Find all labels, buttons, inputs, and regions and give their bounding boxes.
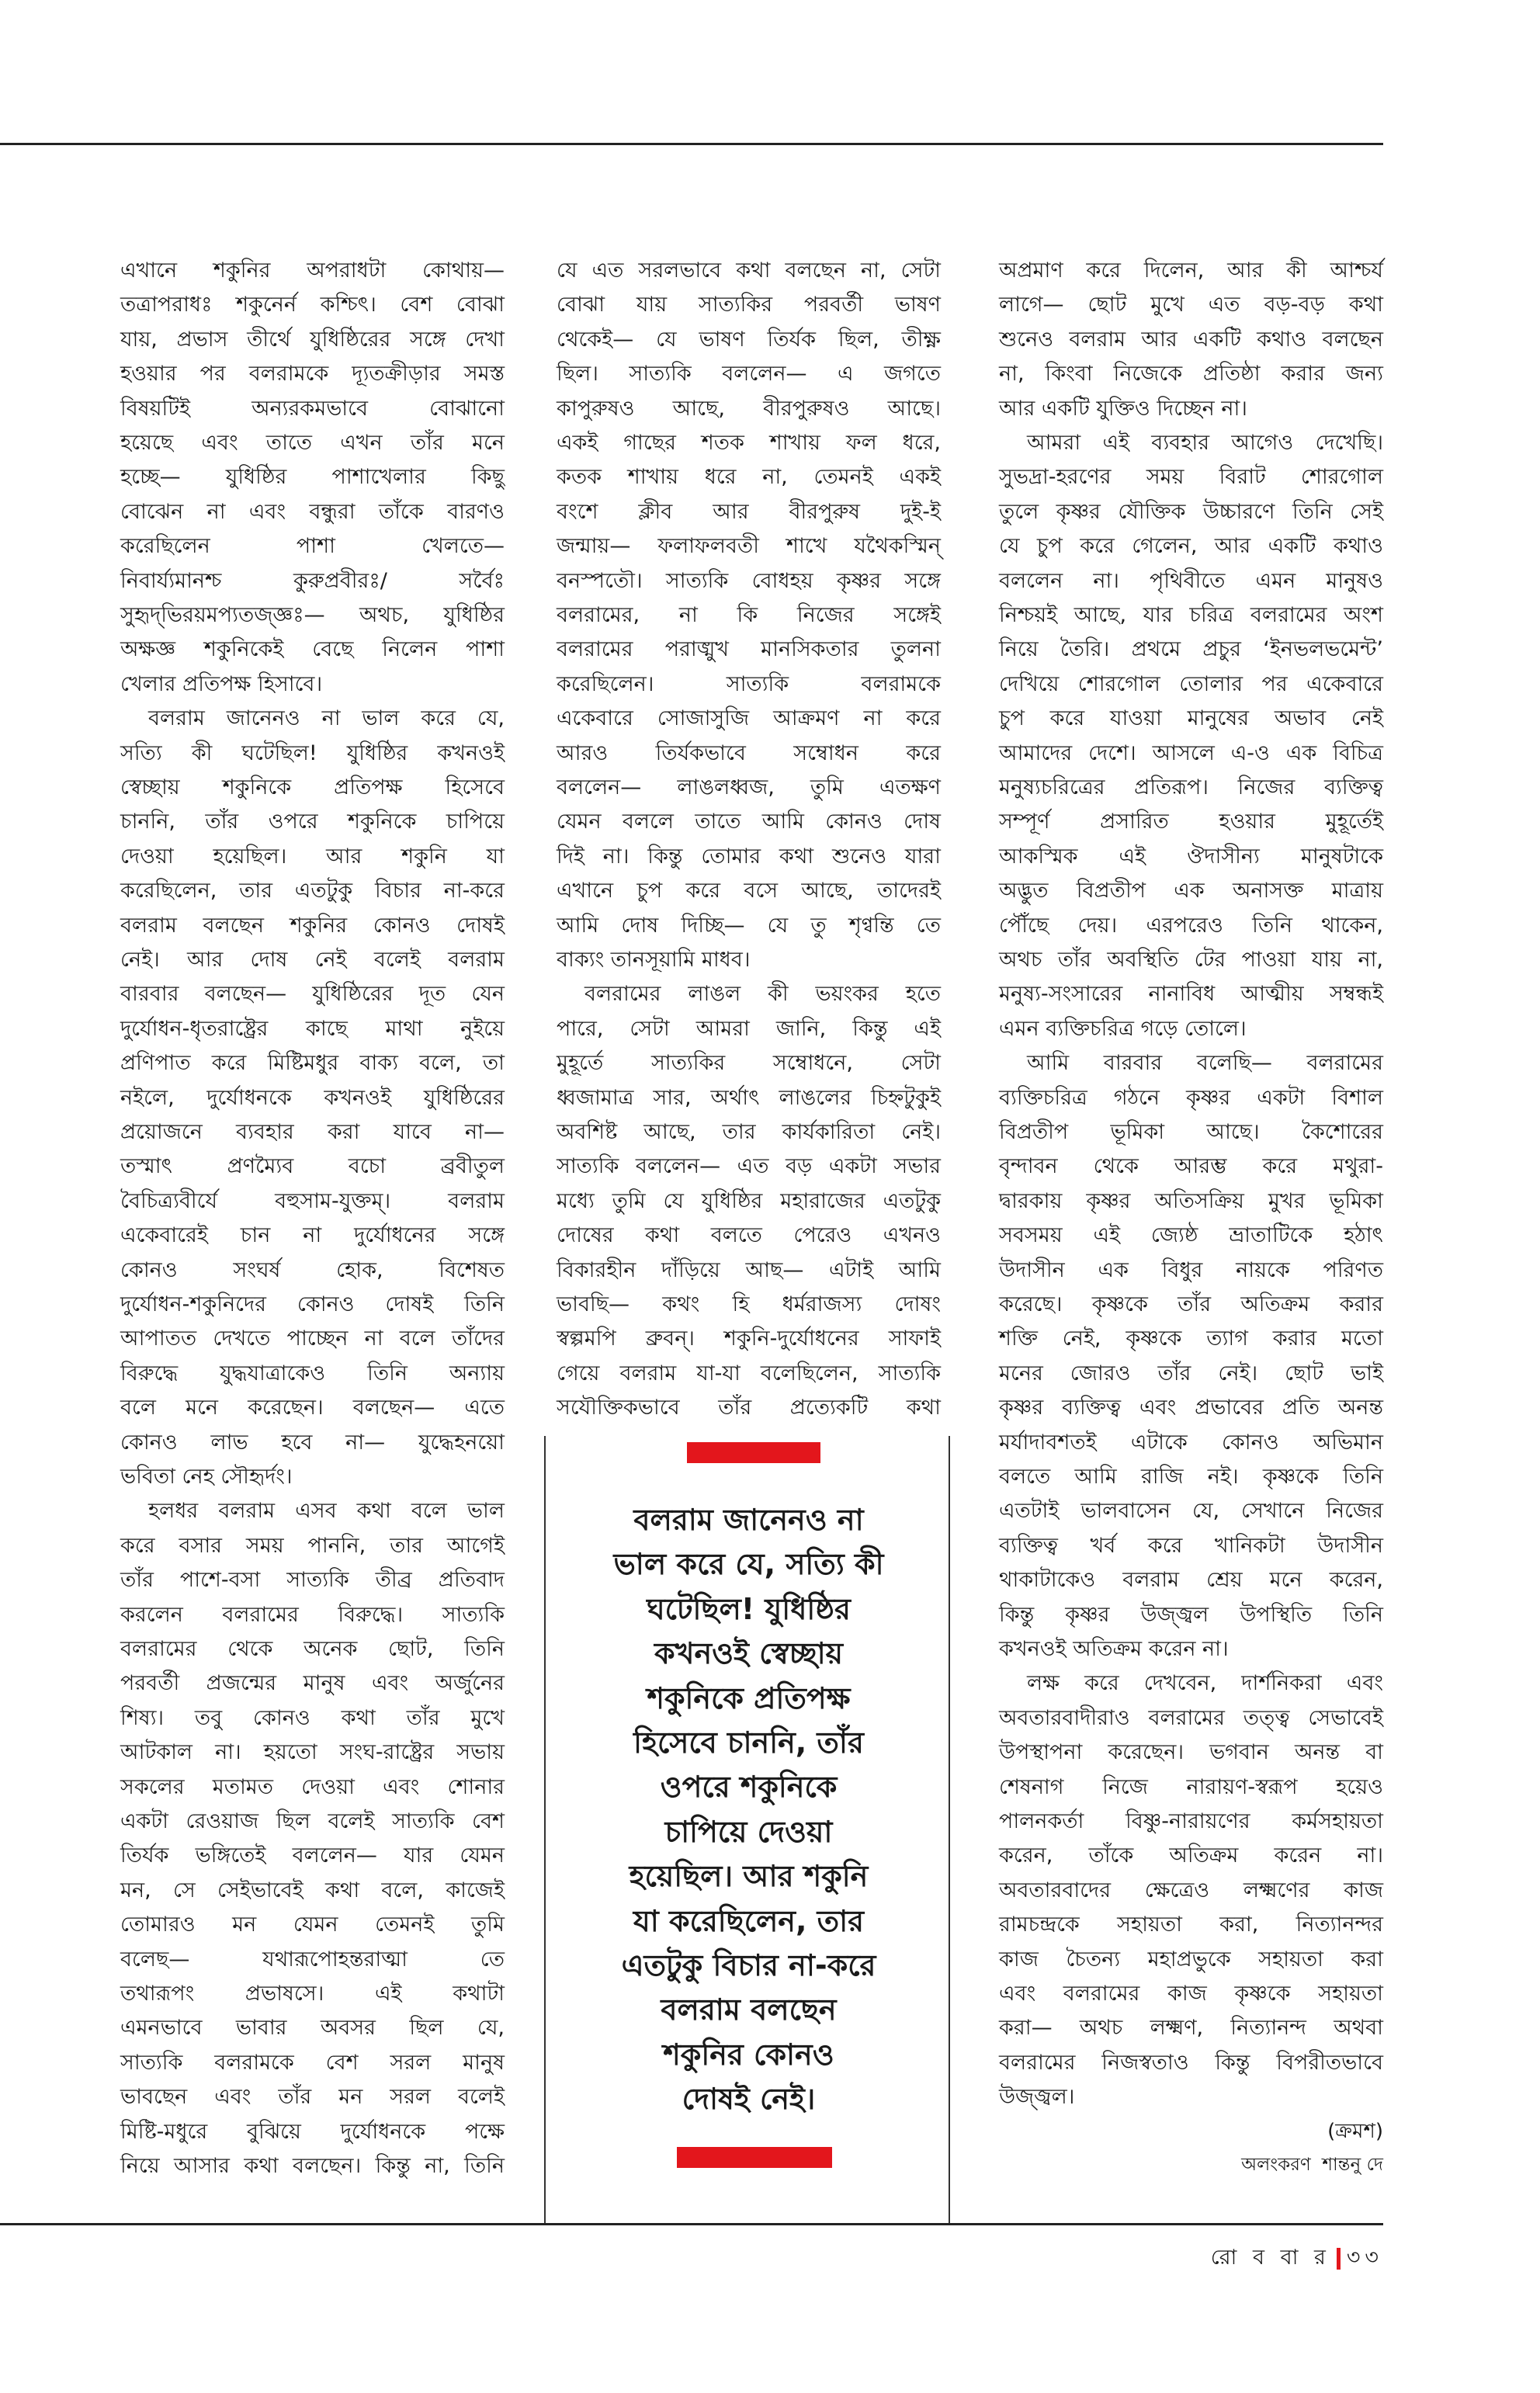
text-line: এতটাই ভালবাসেন যে, সেখানে নিজের	[999, 1499, 1383, 1524]
text-line: আরও তির্যকভাবে সম্বোধন করে	[557, 740, 941, 765]
pull-quote-line: চাপিয়ে দেওয়া	[664, 1814, 833, 1849]
text-line: তাঁর পাশে-বসা সাত্যকি তীব্র প্রতিবাদ	[120, 1568, 505, 1593]
text-line: বলতে আমি রাজি নই। কৃষ্ণকে তিনি	[999, 1465, 1383, 1489]
text-line: নিবার্য্যমানশ্চ কুরুপ্রবীরঃ/ সর্বৈঃ	[120, 568, 505, 593]
text-line: একটা রেওয়াজ ছিল বলেই সাত্যকি বেশ	[120, 1809, 505, 1833]
text-line: পরবর্তী প্রজন্মের মানুষ এবং অর্জুনের	[120, 1671, 505, 1696]
text-line: কতক শাখায় ধরে না, তেমনই একই	[557, 465, 941, 490]
text-line: একেবারেই চান না দুর্যোধনের সঙ্গে	[120, 1223, 505, 1248]
text-line: অবতারবাদীরাও বলরামের তত্ত্ব সেভাবেই	[999, 1705, 1383, 1730]
text-line: পারে, সেটা আমরা জানি, কিন্তু এই	[557, 1016, 941, 1041]
text-line: অবতারবাদের ক্ষেত্রেও লক্ষ্মণের কাজ	[999, 1878, 1383, 1902]
pull-quote-line: হিসেবে চাননি, তাঁর	[633, 1725, 864, 1760]
text-line: তত্রাপরাধঃ শকুনের্ন কশ্চিৎ। বেশ বোঝা	[120, 293, 505, 317]
text-line: বলে মনে করেছেন। বলছেন— এতে	[120, 1396, 505, 1420]
text-line: নিয়ে আসার কথা বলছেন। কিন্তু না, তিনি	[120, 2154, 505, 2178]
text-line: আটকাল না। হয়তো সংঘ-রাষ্ট্রের সভায়	[120, 1740, 505, 1765]
text-line: শক্তি নেই, কৃষ্ণকে ত্যাগ করার মতো	[999, 1327, 1383, 1351]
text-line: যায়, প্রভাস তীর্থে যুধিষ্ঠিরের সঙ্গে দেখা	[120, 327, 505, 352]
column-divider-right	[949, 1436, 950, 2223]
text-line: সযৌক্তিকভাবে তাঁর প্রত্যেকটি কথা	[557, 1396, 941, 1420]
text-line: পৌঁছে দেয়। এরপরেও তিনি থাকেন,	[999, 913, 1383, 938]
pull-quote-line: ঘটেছিল! যুধিষ্ঠির	[647, 1591, 851, 1626]
text-line: বলরামের নিজস্বতাও কিন্তু বিপরীতভাবে	[999, 2050, 1383, 2075]
text-line: তুলে কৃষ্ণর যৌক্তিক উচ্চারণে তিনি সেই	[999, 499, 1383, 524]
text-line: দেওয়া হয়েছিল। আর শকুনি যা	[120, 844, 505, 869]
pull-quote-line: ভাল করে যে, সত্যি কী	[613, 1547, 884, 1582]
text-line: যেমন বললে তাতে আমি কোনও দোষ	[557, 810, 941, 834]
text-line: ছিল। সাত্যকি বললেন— এ জগতে	[557, 362, 941, 387]
text-line: দোষের কথা বলতে পেরেও এখনও	[557, 1223, 941, 1248]
text-line: বৃন্দাবন থেকে আরম্ভ করে মথুরা-	[999, 1154, 1383, 1179]
text-line: বারবার বলছেন— যুধিষ্ঠিরের দূত যেন	[120, 982, 505, 1007]
text-line: কিন্তু কৃষ্ণর উজ্জ্বল উপস্থিতি তিনি	[999, 1602, 1383, 1627]
text-line: প্রয়োজনে ব্যবহার করা যাবে না—	[120, 1120, 505, 1144]
text-line: সাত্যকি বলরামকে বেশ সরল মানুষ	[120, 2050, 505, 2075]
text-line: চুপ করে যাওয়া মানুষের অভাব নেই	[999, 706, 1383, 731]
text-line: নইলে, দুর্যোধনকে কখনওই যুধিষ্ঠিরের	[120, 1085, 505, 1110]
column-divider-left	[544, 1436, 546, 2223]
text-line: বলরামের লাঙল কী ভয়ংকর হতে	[584, 982, 941, 1007]
text-line: তস্মাৎ প্রণম্যৈব বচো ব্রবীতুল	[120, 1154, 505, 1179]
pull-quote-bottom-bar	[677, 2147, 832, 2168]
text-line: কাপুরুষও আছে, বীরপুরুষও আছে।	[557, 396, 941, 421]
pull-quote-line: বলরাম জানেনও না	[633, 1503, 864, 1537]
text-line: করা— অথচ লক্ষ্মণ, নিত্যানন্দ অথবা	[999, 2016, 1383, 2041]
text-line: একেবারে সোজাসুজি আক্রমণ না করে	[557, 706, 941, 731]
text-line: বাক্যং তানসূয়ামি মাধব।	[557, 948, 751, 972]
text-line: ধ্বজামাত্র সার, অর্থাৎ লাঙলের চিহ্নটুকুই	[557, 1085, 941, 1110]
text-line: করেছিলেন, তার এতটুকু বিচার না-করে	[120, 879, 505, 903]
text-line: দুর্যোধন-ধৃতরাষ্ট্রের কাছে মাথা নুইয়ে	[120, 1016, 505, 1041]
text-line: কোনও সংঘর্ষ হোক, বিশেষত	[120, 1257, 505, 1282]
pull-quote-line: বলরাম বলছেন	[661, 1992, 837, 2027]
text-line: বিপ্রতীপ ভূমিকা আছে। কৈশোরের	[999, 1120, 1383, 1144]
text-line: না, কিংবা নিজেকে প্রতিষ্ঠা করার জন্য	[999, 362, 1383, 387]
text-line: হয়েছে এবং তাতে এখন তাঁর মনে	[120, 431, 505, 455]
text-line: অদ্ভুত বিপ্রতীপ এক অনাসক্ত মাত্রায়	[999, 879, 1383, 903]
text-line: ভাবছি— কথং হি ধর্মরাজস্য দোষং	[557, 1292, 941, 1316]
text-line: সম্পূর্ণ প্রসারিত হওয়ার মুহূর্তেই	[999, 810, 1383, 834]
text-line: যে এত সরলভাবে কথা বলছেন না, সেটা	[557, 258, 941, 283]
text-line: উপস্থাপনা করেছেন। ভগবান অনন্ত বা	[999, 1740, 1383, 1765]
text-line: শুনেও বলরাম আর একটি কথাও বলছেন	[999, 327, 1383, 352]
pull-quote-line: হয়েছিল। আর শকুনি	[629, 1859, 869, 1894]
text-line: বলরামের, না কি নিজের সঙ্গেই	[557, 603, 941, 627]
illustration-credit: অলংকরণ শান্তনু দে	[1241, 2155, 1383, 2175]
text-line: তির্যক ভঙ্গিতেই বললেন— যার যেমন	[120, 1843, 505, 1868]
text-line: মন, সে সেইভাবেই কথা বলে, কাজেই	[120, 1878, 505, 1902]
text-line: মিষ্টি-মধুরে বুঝিয়ে দুর্যোধনকে পক্ষে	[120, 2119, 505, 2144]
page-footer	[1211, 2242, 1383, 2277]
text-line: উদাসীন এক বিধুর নায়কে পরিণত	[999, 1257, 1383, 1282]
text-line: মর্যাদাবশতই এটাকে কোনও অভিমান	[999, 1430, 1383, 1455]
text-line: সকলের মতামত দেওয়া এবং শোনার	[120, 1774, 505, 1799]
text-line: মুহূর্তে সাত্যকির সম্বোধনে, সেটা	[557, 1051, 941, 1076]
text-line: বিকারহীন দাঁড়িয়ে আছ— এটাই আমি	[557, 1257, 941, 1282]
pull-quote-line: কখনওই স্বেচ্ছায়	[654, 1636, 844, 1671]
text-line: নিয়ে তৈরি। প্রথমে প্রচুর ‘ইনভলভমেন্ট’	[999, 637, 1383, 662]
text-line: করলেন বলরামের বিরুদ্ধে। সাত্যকি	[120, 1602, 505, 1627]
text-line: সবসময় এই জ্যেষ্ঠ ভ্রাতাটিকে হঠাৎ	[999, 1223, 1383, 1248]
text-line: উজ্জ্বল।	[999, 2085, 1075, 2110]
text-line: ব্যক্তিচরিত্র গঠনে কৃষ্ণর একটা বিশাল	[999, 1085, 1383, 1110]
text-line: আমরা এই ব্যবহার আগেও দেখেছি।	[1027, 431, 1383, 455]
text-line: কখনওই অতিক্রম করেন না।	[999, 1637, 1229, 1661]
text-line: মধ্যে তুমি যে যুধিষ্ঠির মহারাজের এতটুকু	[557, 1188, 941, 1213]
text-line: ভাবছেন এবং তাঁর মন সরল বলেই	[120, 2085, 505, 2110]
top-rule	[0, 143, 1383, 145]
text-line: বোঝা যায় সাত্যকির পরবর্তী ভাষণ	[557, 293, 941, 317]
text-line: শেষনাগ নিজে নারায়ণ-স্বরূপ হয়েও	[999, 1774, 1383, 1799]
text-line: বলরাম বলছেন শকুনির কোনও দোষই	[120, 913, 505, 938]
text-line: হচ্ছে— যুধিষ্ঠির পাশাখেলার কিছু	[120, 465, 505, 490]
text-line: করে বসার সময় পাননি, তার আগেই	[120, 1533, 505, 1558]
text-line: এখানে চুপ করে বসে আছে, তাদেরই	[557, 879, 941, 903]
text-line: লাগে— ছোট মুখে এত বড়-বড় কথা	[999, 293, 1383, 317]
text-line: লক্ষ করে দেখবেন, দার্শনিকরা এবং	[1027, 1671, 1383, 1696]
text-line: এখানে শকুনির অপরাধটা কোথায়—	[120, 258, 505, 283]
pull-quote-line: শকুনিকে প্রতিপক্ষ	[647, 1680, 851, 1715]
text-line: দেখিয়ে শোরগোল তোলার পর একেবারে	[999, 671, 1383, 696]
text-line: একই গাছের শতক শাখায় ফল ধরে,	[557, 431, 941, 455]
text-line: নিশ্চয়ই আছে, যার চরিত্র বলরামের অংশ	[999, 603, 1383, 627]
text-line: আকস্মিক এই ঔদাসীন্য মানুষটাকে	[999, 844, 1383, 869]
bottom-rule	[0, 2223, 1383, 2225]
text-line: সত্যি কী ঘটেছিল! যুধিষ্ঠির কখনওই	[120, 740, 505, 765]
text-line: খেলার প্রতিপক্ষ হিসাবে।	[120, 671, 323, 696]
text-line: কৃষ্ণর ব্যক্তিত্ব এবং প্রভাবের প্রতি অনন্ত	[999, 1396, 1383, 1420]
text-line: কাজ চৈতন্য মহাপ্রভুকে সহায়তা করা	[999, 1947, 1383, 1972]
magazine-name: রো ব বা র	[1210, 2246, 1330, 2270]
text-line: দ্বারকায় কৃষ্ণর অতিসক্রিয় মুখর ভূমিকা	[999, 1188, 1383, 1213]
text-line: করেছিলেন। সাত্যকি বলরামকে	[557, 671, 941, 696]
text-line: করেছিলেন পাশা খেলতে—	[120, 534, 505, 559]
text-line: আর একটি যুক্তিও দিচ্ছেন না।	[999, 396, 1247, 421]
text-line: অবশিষ্ট আছে, তার কার্যকারিতা নেই।	[557, 1120, 941, 1144]
text-line: বনস্পতৌ। সাত্যকি বোধহয় কৃষ্ণর সঙ্গে	[557, 568, 941, 593]
text-line: এমনভাবে ভাবার অবসর ছিল যে,	[120, 2016, 505, 2041]
pull-quote-line: ওপরে শকুনিকে	[660, 1770, 838, 1805]
text-line: বললেন না। পৃথিবীতে এমন মানুষও	[999, 568, 1383, 593]
text-line: এবং বলরামের কাজ কৃষ্ণকে সহায়তা	[999, 1982, 1383, 2006]
text-line: দুর্যোধন-শকুনিদের কোনও দোষই তিনি	[120, 1292, 505, 1316]
text-line: পালনকর্তা বিষ্ণু-নারায়ণের কর্মসহায়তা	[999, 1809, 1383, 1833]
text-line: মনুষ্যচরিত্রের প্রতিরূপ। নিজের ব্যক্তিত্ব	[999, 775, 1383, 799]
text-line: করেন, তাঁকে অতিক্রম করেন না।	[999, 1843, 1383, 1868]
text-line: গেয়ে বলরাম যা-যা বলেছিলেন, সাত্যকি	[557, 1361, 941, 1386]
text-line: বৈচিত্র্যবীর্যে বহুসাম-যুক্তম্‌। বলরাম	[120, 1188, 505, 1213]
text-line: সুহৃদ্‌ভিরয়মপ্যতজ্জ্ঞঃ— অথচ, যুধিষ্ঠির	[120, 603, 505, 627]
text-line: আমাদের দেশে। আসলে এ-ও এক বিচিত্র	[999, 740, 1383, 765]
text-line: আমি দোষ দিচ্ছি— যে তু শৃণ্বন্তি তে	[557, 913, 941, 938]
text-line: যে চুপ করে গেলেন, আর একটি কথাও	[999, 534, 1383, 559]
text-line: প্রণিপাত করে মিষ্টিমধুর বাক্য বলে, তা	[120, 1051, 505, 1076]
text-line: মনের জোরও তাঁর নেই। ছোট ভাই	[999, 1361, 1383, 1386]
text-line: অক্ষজ্ঞ শকুনিকেই বেছে নিলেন পাশা	[120, 637, 505, 662]
text-line: বললেন— লাঙলধ্বজ, তুমি এতক্ষণ	[557, 775, 941, 799]
text-line: এমন ব্যক্তিচরিত্র গড়ে তোলে।	[999, 1016, 1247, 1041]
text-line: নেই। আর দোষ নেই বলেই বলরাম	[120, 948, 505, 972]
text-line: সুভদ্রা-হরণের সময় বিরাট শোরগোল	[999, 465, 1383, 490]
text-line: বলরামের থেকে অনেক ছোট, তিনি	[120, 1637, 505, 1661]
text-line: তোমারও মন যেমন তেমনই তুমি	[120, 1913, 505, 1937]
text-line: ভবিতা নেহ সৌহৃর্দং।	[120, 1465, 293, 1489]
text-line: হলধর বলরাম এসব কথা বলে ভাল	[148, 1499, 505, 1524]
page-number: ৩৩	[1346, 2246, 1383, 2270]
pull-quote-line: এতটুকু বিচার না-করে	[621, 1948, 876, 1982]
text-line: অপ্রমাণ করে দিলেন, আর কী আশ্চর্য	[999, 258, 1383, 283]
text-line: স্বল্পমপি ব্রুবন্‌। শকুনি-দুর্যোধনের সাফাই	[557, 1327, 941, 1351]
text-line: অথচ তাঁর অবস্থিতি টের পাওয়া যায় না,	[999, 948, 1383, 972]
text-line: বিরুদ্ধে যুদ্ধযাত্রাকেও তিনি অন্যায়	[120, 1361, 505, 1386]
text-line: তথারূপং প্রভাষসে। এই কথাটা	[120, 1982, 505, 2006]
pull-quote-line: যা করেছিলেন, তার	[633, 1903, 865, 1938]
text-line: বংশে ক্লীব আর বীরপুরুষ দুই-ই	[557, 499, 941, 524]
pull-quote-top-bar	[687, 1442, 820, 1463]
text-line: রামচন্দ্রকে সহায়তা করা, নিত্যানন্দর	[999, 1913, 1383, 1937]
text-line: থেকেই— যে ভাষণ তির্যক ছিল, তীক্ষ্ণ	[557, 327, 941, 352]
text-line: বলরাম জানেনও না ভাল করে যে,	[148, 706, 505, 731]
continued-note: (ক্রমশ)	[1327, 2120, 1383, 2143]
text-line: শিষ্য। তবু কোনও কথা তাঁর মুখে	[120, 1705, 505, 1730]
text-line: বোঝেন না এবং বন্ধুরা তাঁকে বারণও	[120, 499, 505, 524]
text-line: বিষয়টিই অন্যরকমভাবে বোঝানো	[120, 396, 505, 421]
text-line: সাত্যকি বললেন— এত বড় একটা সভার	[557, 1154, 941, 1179]
text-line: ব্যক্তিত্ব খর্ব করে খানিকটা উদাসীন	[999, 1533, 1383, 1558]
text-line: মনুষ্য-সংসারের নানাবিধ আত্মীয় সম্বন্ধই	[999, 982, 1383, 1007]
text-line: কোনও লাভ হবে না— যুদ্ধেহনয়ো	[120, 1430, 505, 1455]
text-line: থাকাটাকেও বলরাম শ্রেয় মনে করেন,	[999, 1568, 1383, 1593]
pull-quote-line: শকুনির কোনও	[663, 2037, 834, 2072]
text-line: স্বেচ্ছায় শকুনিকে প্রতিপক্ষ হিসেবে	[120, 775, 505, 799]
text-line: বলরামের পরাঙ্মুখ মানসিকতার তুলনা	[557, 637, 941, 662]
text-line: হওয়ার পর বলরামকে দ্যূতক্রীড়ার সমস্ত	[120, 362, 505, 387]
text-line: দিই না। কিন্তু তোমার কথা শুনেও যারা	[557, 844, 941, 869]
text-line: আমি বারবার বলেছি— বলরামের	[1027, 1051, 1383, 1076]
text-line: জন্মায়— ফলাফলবতী শাখে যথৈকস্মিন্‌	[557, 534, 941, 559]
text-line: চাননি, তাঁর ওপরে শকুনিকে চাপিয়ে	[120, 810, 505, 834]
text-line: বলেছ— যথারূপোহন্তরাত্মা তে	[120, 1947, 505, 1972]
pull-quote-line: দোষই নেই।	[682, 2082, 816, 2117]
text-line: আপাতত দেখতে পাচ্ছেন না বলে তাঁদের	[120, 1327, 505, 1351]
footer-separator	[1337, 2248, 1341, 2270]
text-line: করেছে। কৃষ্ণকে তাঁর অতিক্রম করার	[999, 1292, 1383, 1316]
